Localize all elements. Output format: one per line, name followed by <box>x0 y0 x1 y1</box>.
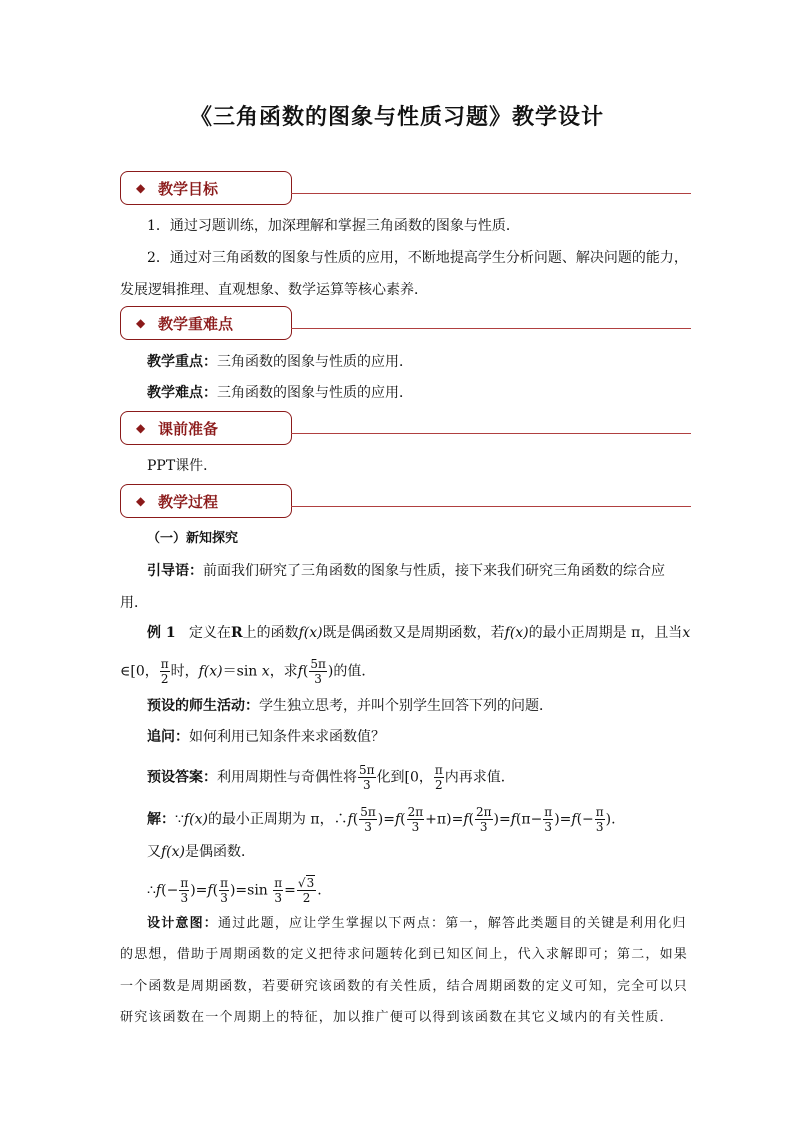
frac-num: 5π <box>360 805 376 819</box>
math-fx: f(x) <box>298 625 323 641</box>
example-line-2: ∈[0， $\frac{\pi}{2}$ 时，f(x)＝sin x，求f( $\frac{5\pi}{3}$ )的值． <box>120 657 376 686</box>
focus-text: 三角函数的图象与性质的应用． <box>217 354 413 370</box>
design-line-4: 研究该函数在一个周期上的特征，加以推广便可以得到该函数在其它义域内的有关性质． <box>120 1010 674 1025</box>
section-header-goals <box>120 171 292 205</box>
focus-label: 教学重点： <box>147 354 217 370</box>
intro-line-1 <box>147 562 665 580</box>
section-header-process <box>120 484 292 518</box>
example-text: 既是偶函数又是周期函数，若 <box>322 625 505 641</box>
frac-num: 2π <box>407 805 424 819</box>
answer-text: 内再求值． <box>444 769 515 786</box>
math-f: f <box>571 811 577 828</box>
math-f: f <box>394 811 401 828</box>
example-text: 定义在 <box>188 625 231 641</box>
frac-num: 2π <box>475 805 492 819</box>
fraction-pi-3 <box>595 806 605 833</box>
fraction-5pi-3 <box>309 658 327 685</box>
also-text: 是偶函数． <box>185 844 256 860</box>
diamond-icon: ◆ <box>136 181 146 195</box>
difficulty-text: 三角函数的图象与性质的应用． <box>217 385 413 401</box>
math-fx: f(x) <box>161 844 186 860</box>
activity-line <box>147 697 553 715</box>
math-fx: f(x) <box>504 625 529 641</box>
frac-den: 3 <box>411 820 420 834</box>
goal-item-2: 2．通过对三角函数的图象与性质的应用，不断地提高学生分析问题、解决问题的能力， <box>147 250 688 266</box>
intro-text: 前面我们研究了三角函数的图象与性质，接下来我们研究三角函数的综合应 <box>203 563 665 579</box>
frac-num: 5π <box>310 657 326 671</box>
prep-text: PPT课件． <box>147 458 218 474</box>
diamond-icon: ◆ <box>136 494 146 508</box>
fraction-pi-3 <box>219 877 229 904</box>
frac-den: 3 <box>314 672 322 686</box>
goal-item-2-cont: 发展逻辑推理、直观想象、数学运算等核心素养． <box>120 282 428 298</box>
sqrt-radicand: 3 <box>306 876 315 890</box>
answer-label: 预设答案： <box>147 769 217 786</box>
answer-text: 利用周期性与奇偶性将 <box>217 769 357 786</box>
math-x: x <box>261 663 270 680</box>
fraction-2pi-3 <box>475 806 493 833</box>
fraction-5pi-3 <box>358 764 376 791</box>
example-line-1 <box>147 624 690 642</box>
solution-text: ∵ <box>175 811 184 828</box>
fraction-5pi-3 <box>359 806 377 833</box>
math-pi: π <box>521 811 531 828</box>
frac-den: 2 <box>435 778 443 792</box>
design-line-1 <box>147 915 687 933</box>
frac-den: 2 <box>302 891 311 905</box>
frac-num: π <box>274 876 283 890</box>
key-focus <box>147 353 413 371</box>
activity-text: 学生独立思考，并叫个别学生回答下列的问题． <box>259 698 553 714</box>
math-f: f <box>207 882 213 899</box>
example-text: ＝sin <box>222 663 258 680</box>
math-f: f <box>347 811 353 828</box>
math-f: f <box>297 663 303 680</box>
frac-den: 3 <box>479 820 488 834</box>
frac-den: 2 <box>160 672 169 686</box>
diamond-icon: ◆ <box>136 421 146 435</box>
question-label: 追问： <box>147 729 189 745</box>
frac-num: π <box>160 657 169 671</box>
activity-label: 预设的师生活动： <box>147 698 259 714</box>
math-f: f <box>463 811 469 828</box>
design-line-2: 的思想，借助于周期函数的定义把待求问题转化到已知区间上，代入求解即可；第二，如果 <box>120 947 689 962</box>
solution-label: 解： <box>147 811 175 828</box>
frac-den: 3 <box>595 820 604 834</box>
page-title: 《三角函数的图象与性质习题》教学设计 <box>189 104 604 130</box>
example-text: 时， <box>170 663 199 680</box>
example-text: 的最小正周期是 π，且当 <box>528 625 683 641</box>
subhead-new-knowledge: （一）新知探究 <box>147 531 239 546</box>
section-title: 教学重难点 <box>158 315 234 333</box>
example-r: R <box>230 625 243 641</box>
frac-num: π <box>220 876 228 890</box>
frac-num: π <box>595 805 604 819</box>
question-line <box>147 728 385 746</box>
fraction-pi-3 <box>179 877 189 904</box>
design-label: 设计意图： <box>147 916 219 931</box>
fraction-sqrt3-2: $\frac{√3}{2}$ <box>297 876 315 905</box>
frac-num: 5π <box>359 763 375 777</box>
intro-line-2: 用． <box>120 595 148 611</box>
fraction-pi-3 <box>273 877 283 904</box>
intro-label: 引导语： <box>147 563 203 579</box>
frac-num: π <box>180 876 189 890</box>
fraction-pi-2 <box>434 764 444 791</box>
math-x: x <box>682 625 691 641</box>
fraction-pi-3 <box>543 806 553 833</box>
difficulty-label: 教学难点： <box>147 385 217 401</box>
solution-line: 解：∵f(x)的最小正周期为 π，∴f( $\frac{5\pi}{3}$ )=f( $\frac{2\pi}{3}$ +π)=f( $\frac{2\pi}{3}$ )=f(π− $\frac{\pi}{3}$ )=f(− $\frac{\pi}{3}$ ). <box>147 805 616 834</box>
key-difficulty <box>147 384 413 402</box>
frac-den: 3 <box>364 820 372 834</box>
section-header-key-points <box>120 306 292 340</box>
also-text: 又 <box>147 844 161 860</box>
frac-den: 3 <box>544 820 553 834</box>
frac-den: 3 <box>220 891 228 905</box>
frac-den: 3 <box>180 891 189 905</box>
frac-den: 3 <box>274 891 283 905</box>
example-label: 例 1 <box>147 625 176 641</box>
answer-line <box>147 764 515 791</box>
math-fx: f(x) <box>198 663 223 680</box>
goal-item-1: 1．通过习题训练，加深理解和掌握三角函数的图象与性质． <box>147 218 520 234</box>
example-text: ，求 <box>269 663 298 680</box>
section-title: 课前准备 <box>158 420 219 438</box>
math-fx: f(x) <box>183 811 208 828</box>
design-line-3: 一个函数是周期函数，若要研究该函数的有关性质，结合周期函数的定义可知，完全可以只 <box>120 979 689 994</box>
example-text: 上的函数 <box>242 625 299 641</box>
math-pi: π <box>436 811 447 828</box>
question-text: 如何利用已知条件来求函数值？ <box>189 729 385 745</box>
design-text: 通过此题，应让学生掌握以下两点：第一，解答此类题目的关键是利用化归 <box>218 916 687 931</box>
frac-num: π <box>544 805 553 819</box>
example-text: 的值． <box>333 663 376 680</box>
answer-text: 化到[0， <box>376 769 433 786</box>
section-title: 教学目标 <box>158 180 219 198</box>
also-line <box>147 843 255 861</box>
therefore-line: ∴f(− $\frac{\pi}{3}$ )=f( $\frac{\pi}{3}$ )=sin $\frac{\pi}{3}$ = $\frac{√3}{2}$ . <box>147 876 322 905</box>
fraction-2pi-3 <box>407 806 425 833</box>
diamond-icon: ◆ <box>136 316 146 330</box>
example-text: ∈[0， <box>120 663 159 680</box>
fraction-pi-2 <box>160 658 170 685</box>
frac-num: π <box>434 763 443 777</box>
section-title: 教学过程 <box>158 493 219 511</box>
frac-den: 3 <box>362 778 371 792</box>
solution-text: 的最小正周期为 π，∴ <box>207 811 348 828</box>
section-header-prep <box>120 411 292 445</box>
math-f: f <box>510 811 516 828</box>
math-f: f <box>155 882 162 899</box>
